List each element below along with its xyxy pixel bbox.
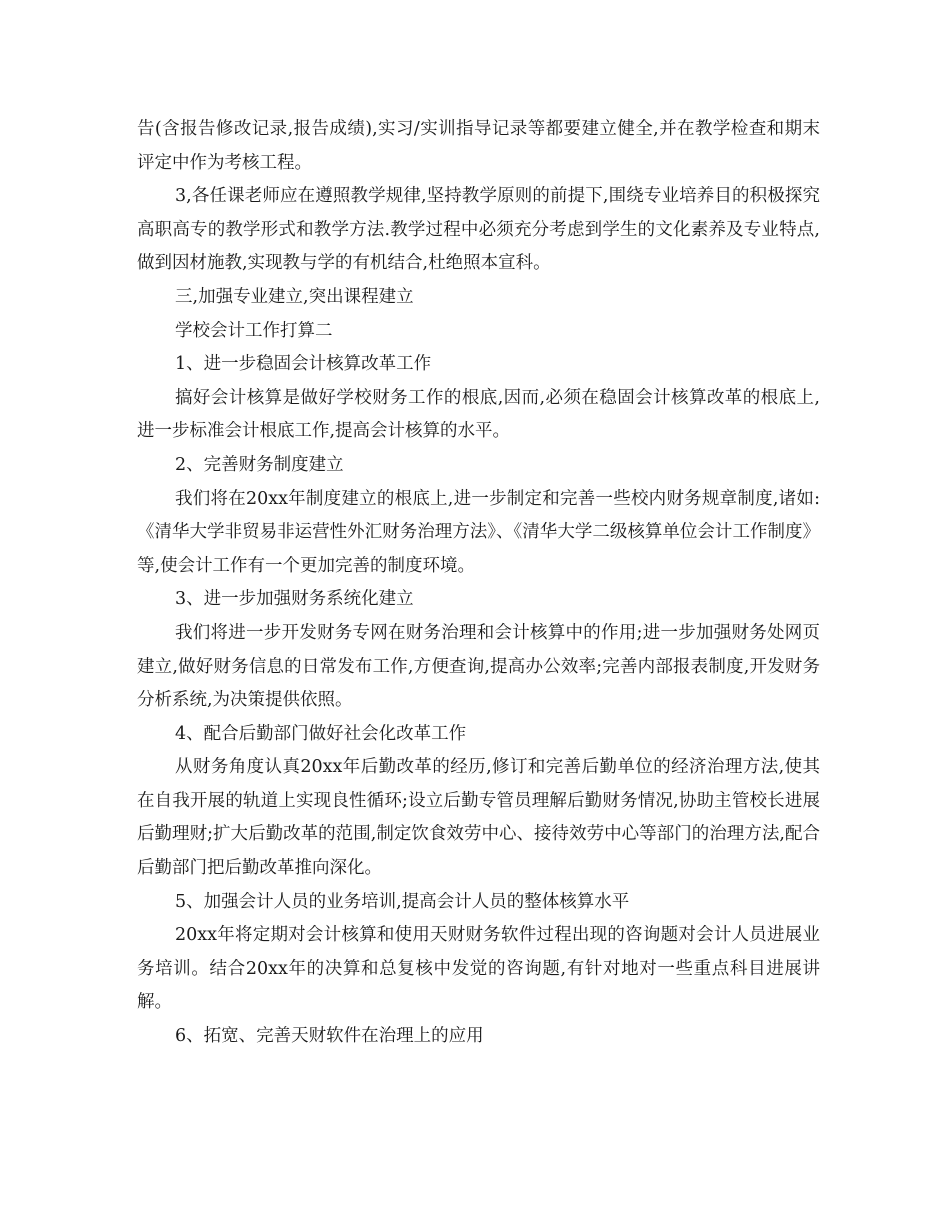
item-heading-6: 6、拓宽、完善天财软件在治理上的应用 <box>175 1026 484 1047</box>
paragraph-report-records: 告(含报告修改记录,报告成绩),实习/实训指导记录等都要建立健全,并在教学检查和期末评定中作为考核工程。 <box>137 119 820 173</box>
paragraph-item-2: 我们将在20xx年制度建立的根底上,进一步制定和完善一些校内财务规章制度,诸如:《清华大学非贸易非运营性外汇财务治理方法》、《清华大学二级核算单位会计工作制度》等,使会计工作有一个更加完善的制度环境。 <box>137 488 820 576</box>
paragraph-teacher-requirements: 3,各任课老师应在遵照教学规律,坚持教学原则的前提下,围绕专业培养目的积极探究高职高专的教学形式和教学方法.教学过程中必须充分考虑到学生的文化素养及专业特点,做到因材施教,实现教与学的有机结合,杜绝照本宣科。 <box>137 186 820 274</box>
item-heading-5: 5、加强会计人员的业务培训,提高会计人员的整体核算水平 <box>175 891 630 912</box>
paragraph-item-3: 我们将进一步开发财务专网在财务治理和会计核算中的作用;进一步加强财务处网页建立,做好财务信息的日常发布工作,方便查询,提高办公效率;完善内部报表制度,开发财务分析系统,为决策提供依照。 <box>137 622 820 711</box>
paragraph-item-1: 搞好会计核算是做好学校财务工作的根底,因而,必须在稳固会计核算改革的根底上,进一步标准会计根底工作,提高会计核算的水平。 <box>137 387 820 442</box>
item-heading-3: 3、进一步加强财务系统化建立 <box>175 589 414 610</box>
item-heading-2: 2、完善财务制度建立 <box>175 454 344 475</box>
paragraph-item-5: 20xx年将定期对会计核算和使用天财财务软件过程出现的咨询题对会计人员进展业务培训。结合20xx年的决算和总复核中发觉的咨询题,有针对地对一些重点科目进展讲解。 <box>137 925 820 1013</box>
section-heading-specialty: 三,加强专业建立,突出课程建立 <box>175 286 414 307</box>
document-body <box>137 113 820 1054</box>
paragraph-item-4: 从财务角度认真20xx年后勤改革的经历,修订和完善后勤单位的经济治理方法,使其在自我开展的轨道上实现良性循环;设立后勤专管员理解后勤财务情况,协助主管校长进展后勤理财;扩大后勤改革的范围,制定饮食效劳中心、接待效劳中心等部门的治理方法,配合后勤部门把后勤改革推向深化。 <box>137 757 820 879</box>
item-heading-4: 4、配合后勤部门做好社会化改革工作 <box>175 723 467 744</box>
item-heading-1: 1、进一步稳固会计核算改革工作 <box>175 354 432 375</box>
document-title-plan-two: 学校会计工作打算二 <box>175 320 333 341</box>
